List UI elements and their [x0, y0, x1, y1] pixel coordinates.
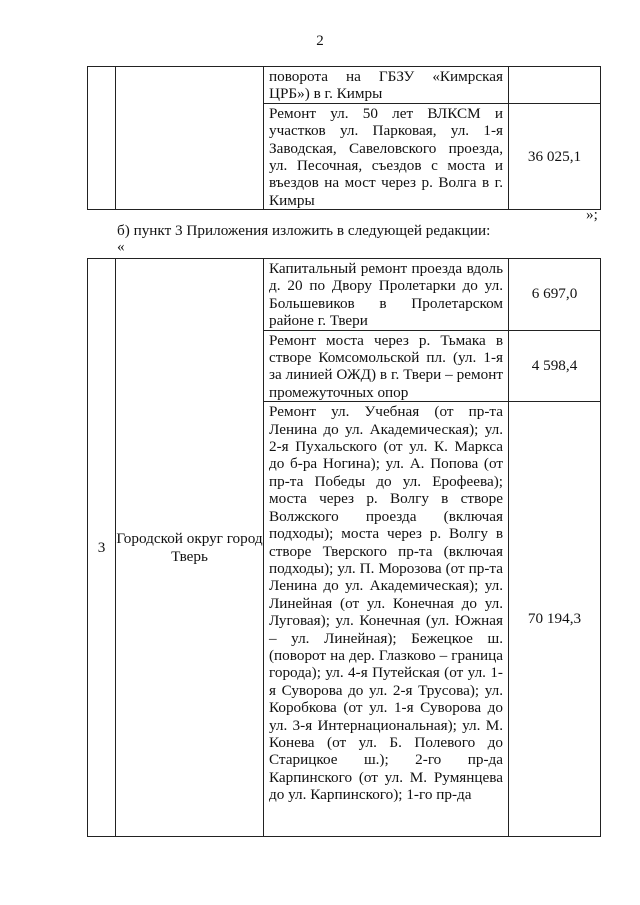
amount-cell [509, 67, 601, 104]
opening-quote: « [117, 238, 125, 255]
amendment-text: б) пункт 3 Приложения изложить в следующей редакции: [117, 222, 491, 239]
district-cell: Городской округ город Тверь [116, 259, 264, 837]
amount-cell: 70 194,3 [509, 402, 601, 837]
number-cell [88, 67, 116, 210]
number-cell: 3 [88, 259, 116, 837]
table-row [88, 67, 601, 104]
table-continuation [87, 66, 601, 210]
amount-cell: 6 697,0 [509, 259, 601, 331]
amount-cell: 36 025,1 [509, 103, 601, 209]
description-cell: Ремонт ул. 50 лет ВЛКСМ и участков ул. Парковая, ул. 1-я Заводская, Савеловского проезда, ул. Песочная, съездов с моста и въездов на мост через р. Волга в г. Кимры [264, 103, 509, 209]
description-cell: Ремонт ул. Учебная (от пр-та Ленина до ул. Академическая); ул. 2-я Пухальского (от ул. К. Маркса до б-ра Ногина); ул. А. Попова (от пр-та Победы до ул. Ерофеева); моста через р. Волгу в створе Волжского проезда (включая подходы); моста через р. Волгу в створе Тверского пр-та (включая подходы); ул. П. Морозова (от пр-та Ленина до ул. Академическая); ул. Линейная (от ул. Конечная до ул. Луговая); ул. Конечная (ул. Южная – ул. Линейная); Бежецкое ш. (поворот на дер. Глазково – граница города); ул. 4-я Путейская (от ул. 1-я Суворова до ул. 2-я Трусова); ул. Коробкова (от ул. 1-я Суворова до ул. 3-я Интернациональная); ул. М. Конева (от ул. Б. Полевого до Старицкое ш.); 2-го пр-да Карпинского (от ул. М. Румянцева до ул. Карпинского); 1-го пр-да [264, 402, 509, 837]
table-main [87, 258, 601, 837]
description-cell: Капитальный ремонт проезда вдоль д. 20 по Двору Пролетарки до ул. Большевиков в Пролетарском районе г. Твери [264, 259, 509, 331]
table-row [88, 259, 601, 331]
description-cell: Ремонт моста через р. Тьмака в створе Комсомольской пл. (ул. 1-я за линией ОЖД) в г. Твери – ремонт промежуточных опор [264, 330, 509, 402]
district-cell [116, 67, 264, 210]
page-number: 2 [316, 33, 324, 49]
description-cell: поворота на ГБЗУ «Кимрская ЦРБ») в г. Кимры [264, 67, 509, 104]
amount-cell: 4 598,4 [509, 330, 601, 402]
closing-quote: »; [586, 206, 598, 223]
